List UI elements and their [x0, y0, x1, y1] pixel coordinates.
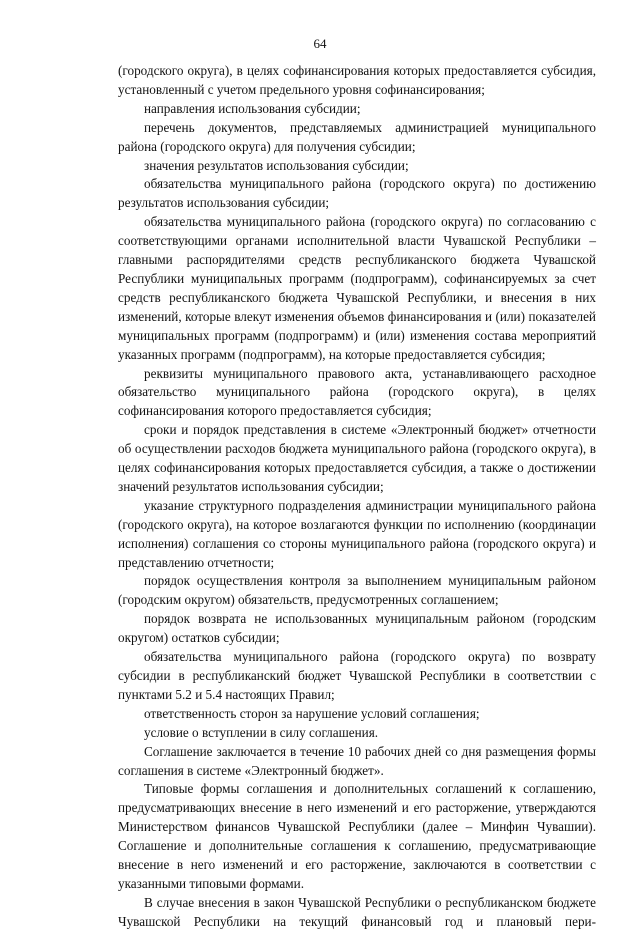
- paragraph: порядок возврата не использованных муниципальным районом (городским округом) остатков субсидии;: [118, 611, 596, 646]
- paragraph: ответственность сторон за нарушение условий соглашения;: [144, 705, 480, 721]
- paragraph: значения результатов использования субсидии;: [144, 157, 409, 173]
- paragraph: Типовые формы соглашения и дополнительных соглашений к соглашению, предусматривающих внесение в него изменений и его расторжение, утверждаются Министерством финансов Чувашской Республики (далее – Минфин Чувашии). Соглашение и дополнительные соглашения к соглашению, предусматривающие внесение в него изменений и его расторжение, заключаются в соответствии с указанными типовыми формами.: [118, 781, 596, 891]
- paragraph: реквизиты муниципального правового акта, устанавливающего расходное обязательство муниципального района (городского округа), в целях софинансирования которого предоставляется субсидия;: [118, 365, 596, 419]
- page-number: 64: [313, 36, 327, 51]
- paragraph: обязательства муниципального района (городского округа) по возврату субсидии в республиканский бюджет Чувашской Республики в соответствии с пунктами 5.2 и 5.4 настоящих Правил;: [118, 649, 596, 702]
- paragraph: (городского округа), в целях софинансирования которых предоставляется субсидия, установленный с учетом предельного уровня софинансирования;: [118, 63, 596, 97]
- paragraph: Соглашение заключается в течение 10 рабочих дней со дня размещения формы соглашения в системе «Электронный бюджет».: [118, 743, 596, 778]
- paragraph: сроки и порядок представления в системе «Электронный бюджет» отчетности об осуществлении расходов бюджета муниципального района (городского округа), в целях софинансирования которых предоставляется субсидия, а также о достижении значений результатов использования субсидии;: [118, 422, 596, 494]
- paragraph: указание структурного подразделения администрации муниципального района (городского округа), на которое возлагаются функции по исполнению (координации исполнения) соглашения со стороны муниципального района (городского округа) и представлению отчетности;: [118, 497, 596, 570]
- paragraph: порядок осуществления контроля за выполнением муниципальным районом (городским округом) обязательств, предусмотренных соглашением;: [118, 573, 596, 608]
- paragraph: направления использования субсидии;: [144, 100, 361, 116]
- paragraph: перечень документов, представляемых администрацией муниципального района (городского округа) для получения субсидии;: [118, 119, 596, 154]
- paragraph: обязательства муниципального района (городского округа) по достижению результатов использования субсидии;: [118, 176, 596, 211]
- paragraph: В случае внесения в закон Чувашской Республики о республиканском бюджете Чувашской Республики на текущий финансовый год и плановый пери-: [118, 894, 596, 929]
- paragraph: обязательства муниципального района (городского округа) по согласованию с соответствующими органами исполнительной власти Чувашской Республики – главными распорядителями средств республиканского бюджета Чувашской Республики муниципальных программ (подпрограмм), софинансируемых за счет средств республиканского бюджета Чувашской Республики, и внесения в них изменений, которые влекут изменения объемов финансирования и (или) показателей муниципальных программ (подпрограмм) и (или) изменения состава мероприятий указанных программ (подпрограмм), на которые предоставляется субсидия;: [118, 214, 596, 362]
- document-body: [118, 62, 596, 932]
- paragraph: условие о вступлении в силу соглашения.: [144, 724, 379, 740]
